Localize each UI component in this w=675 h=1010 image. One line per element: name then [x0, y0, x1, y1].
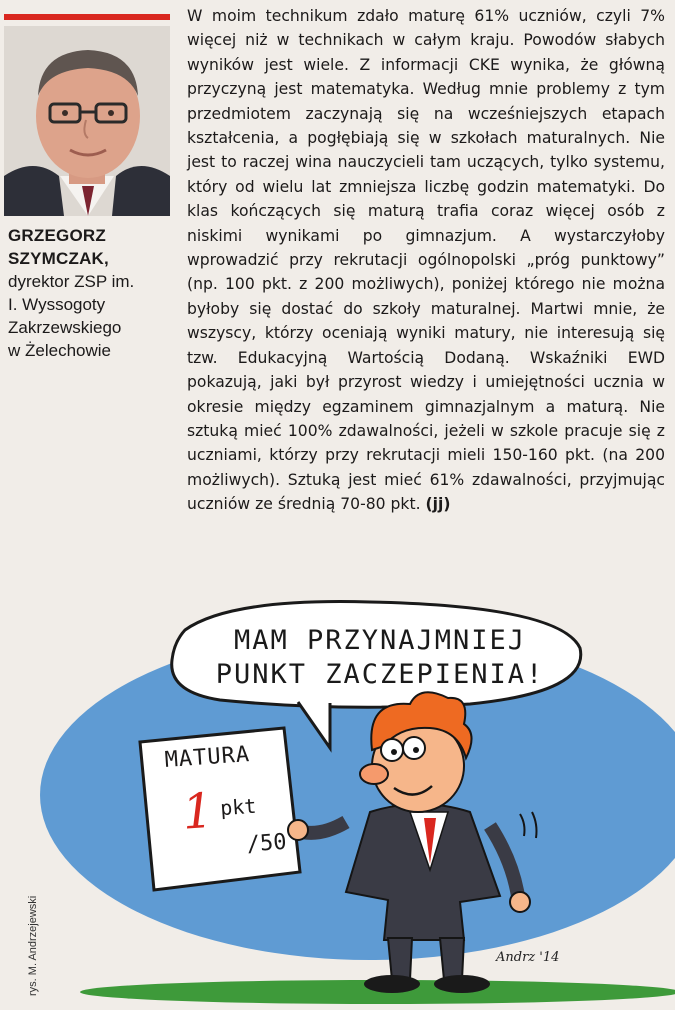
article-text: W moim technikum zdało maturę 61% uczniów, czyli 7% więcej niż w technikach w całym kraju. Powodów słabych wyników jest wiele. Z informacji CKE wynika, że główną przyczyną jest matematyka. Według mnie problemy z tym przedmiotem zaczynają się na wcześniejszych etapach kształcenia, a pogłębiają się w szkołach maturalnych. Nie jest to raczej wina nauczycieli tam uczących, tylko systemu, który od wielu lat zmniejsza liczbę godzin matematyki. Do klas kończących się maturą trafia coraz więcej osób z niskimi wynikami po gimnazjum. A wystarczyłoby wprowadzić przy rekrutacji ogólnopolski „próg punktowy” (np. 100 pkt. z 200 możliwych), poniżej którego nie można byłoby się dostać do szkoły maturalnej. Martwi mnie, że wszyscy, którzy oceniają wyniki matury, nie interesują się tzw. Edukacyjną Wartością Dodaną. Wskaźniki EWD pokazują, jaki był przyrost wiedzy i umiejętności ucznia w okresie między egzaminem gimnazjalnym a maturą. Nie sztuką mieć 100% zdawalności, jeżeli w szkole pracuje się z uczniami, którzy przy rekrutacji mieli 150-160 pkt. (na 200 możliwych). Sztuką jest mieć 61% zdawalności, przyjmując uczniów ze średnią 70-80 pkt.: [187, 7, 665, 514]
speech-bubble-text: [170, 624, 590, 692]
artist-signature: Andrz '14: [496, 950, 560, 965]
author-role-line3: Zakrzewskiego: [8, 318, 122, 337]
score-card: [143, 725, 303, 885]
illustration-credit: rys. M. Andrzejewski: [27, 895, 39, 996]
article-body: [187, 4, 665, 517]
author-name-line2: SZYMCZAK,: [8, 249, 109, 268]
score-card-denominator: /50: [245, 829, 288, 858]
author-name-line1: GRZEGORZ: [8, 226, 106, 245]
score-card-unit: pkt: [219, 793, 258, 821]
bubble-line2: PUNKT ZACZEPIENIA!: [215, 659, 545, 690]
author-role-line4: w Żelechowie: [8, 341, 111, 360]
bubble-line1: MAM PRZYNAJMNIEJ: [233, 625, 527, 656]
author-role-line1: dyrektor ZSP im.: [8, 272, 135, 291]
score-card-title: MATURA: [163, 742, 251, 773]
author-role-line2: I. Wyssogoty: [8, 295, 106, 314]
accent-red-bar: [4, 14, 170, 20]
author-portrait: [4, 26, 170, 216]
score-card-value: 1: [180, 782, 215, 841]
article-signature: (jj): [425, 495, 451, 514]
author-byline: [8, 224, 180, 362]
